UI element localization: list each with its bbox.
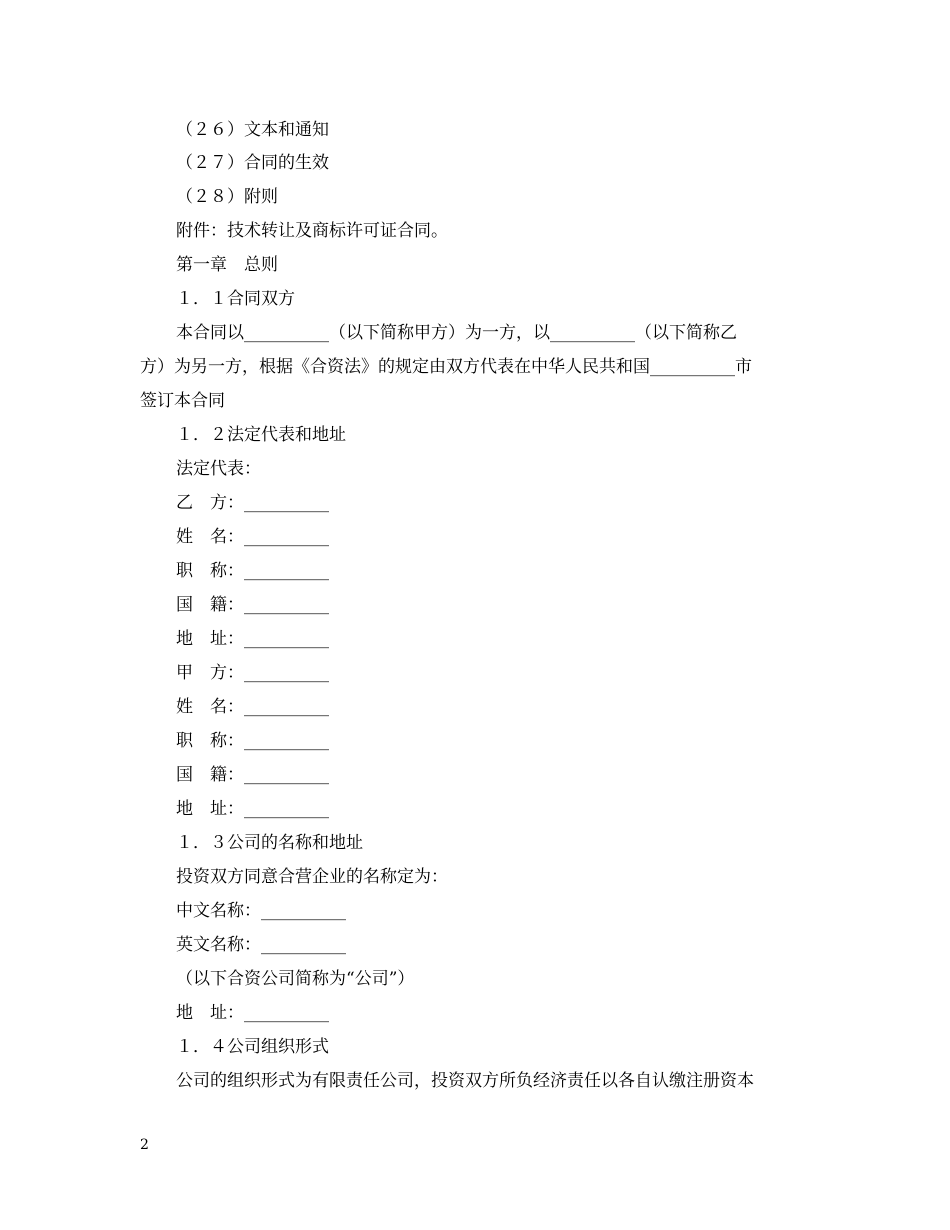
form-field-line: 国 籍：__________: [176, 595, 329, 615]
form-field-line: 地 址：__________: [176, 629, 329, 649]
section-heading-1-1: １．１合同双方: [176, 289, 295, 309]
form-field-line: 职 称：__________: [176, 731, 329, 751]
paragraph-line: 方）为另一方，根据《合资法》的规定由双方代表在中华人民共和国__________市: [140, 357, 752, 377]
form-field-line: 姓 名：__________: [176, 527, 329, 547]
toc-item-26: （２６）文本和通知: [176, 120, 329, 140]
form-field-line: 姓 名：__________: [176, 697, 329, 717]
form-field-line: 乙 方：__________: [176, 493, 329, 513]
form-field-line: 中文名称：__________: [176, 901, 346, 921]
paragraph-line: 公司的组织形式为有限责任公司，投资双方所负经济责任以各自认缴注册资本: [176, 1071, 754, 1091]
section-heading-1-2: １．２法定代表和地址: [176, 425, 346, 445]
form-field-line: 甲 方：__________: [176, 663, 329, 683]
paragraph-line: （以下合资公司简称为“公司”）: [176, 969, 415, 989]
field-label: 法定代表：: [176, 459, 261, 479]
paragraph-line: 签订本合同: [140, 391, 225, 411]
toc-item-27: （２７）合同的生效: [176, 153, 329, 173]
page-number: 2: [140, 1137, 149, 1153]
form-field-line: 英文名称：__________: [176, 935, 346, 955]
form-field-line: 地 址：__________: [176, 799, 329, 819]
paragraph-line: 本合同以__________（以下简称甲方）为一方，以__________（以下简称乙: [176, 323, 737, 343]
paragraph-line: 投资双方同意合营企业的名称定为：: [176, 867, 448, 887]
section-heading-1-3: １．３公司的名称和地址: [176, 833, 363, 853]
form-field-line: 职 称：__________: [176, 561, 329, 581]
section-heading-1-4: １．４公司组织形式: [176, 1037, 329, 1057]
chapter-heading: 第一章 总则: [176, 255, 278, 275]
form-field-line: 地 址：__________: [176, 1003, 329, 1023]
toc-item-28: （２８）附则: [176, 187, 278, 207]
form-field-line: 国 籍：__________: [176, 765, 329, 785]
attachment-line: 附件：技术转让及商标许可证合同。: [176, 221, 448, 241]
